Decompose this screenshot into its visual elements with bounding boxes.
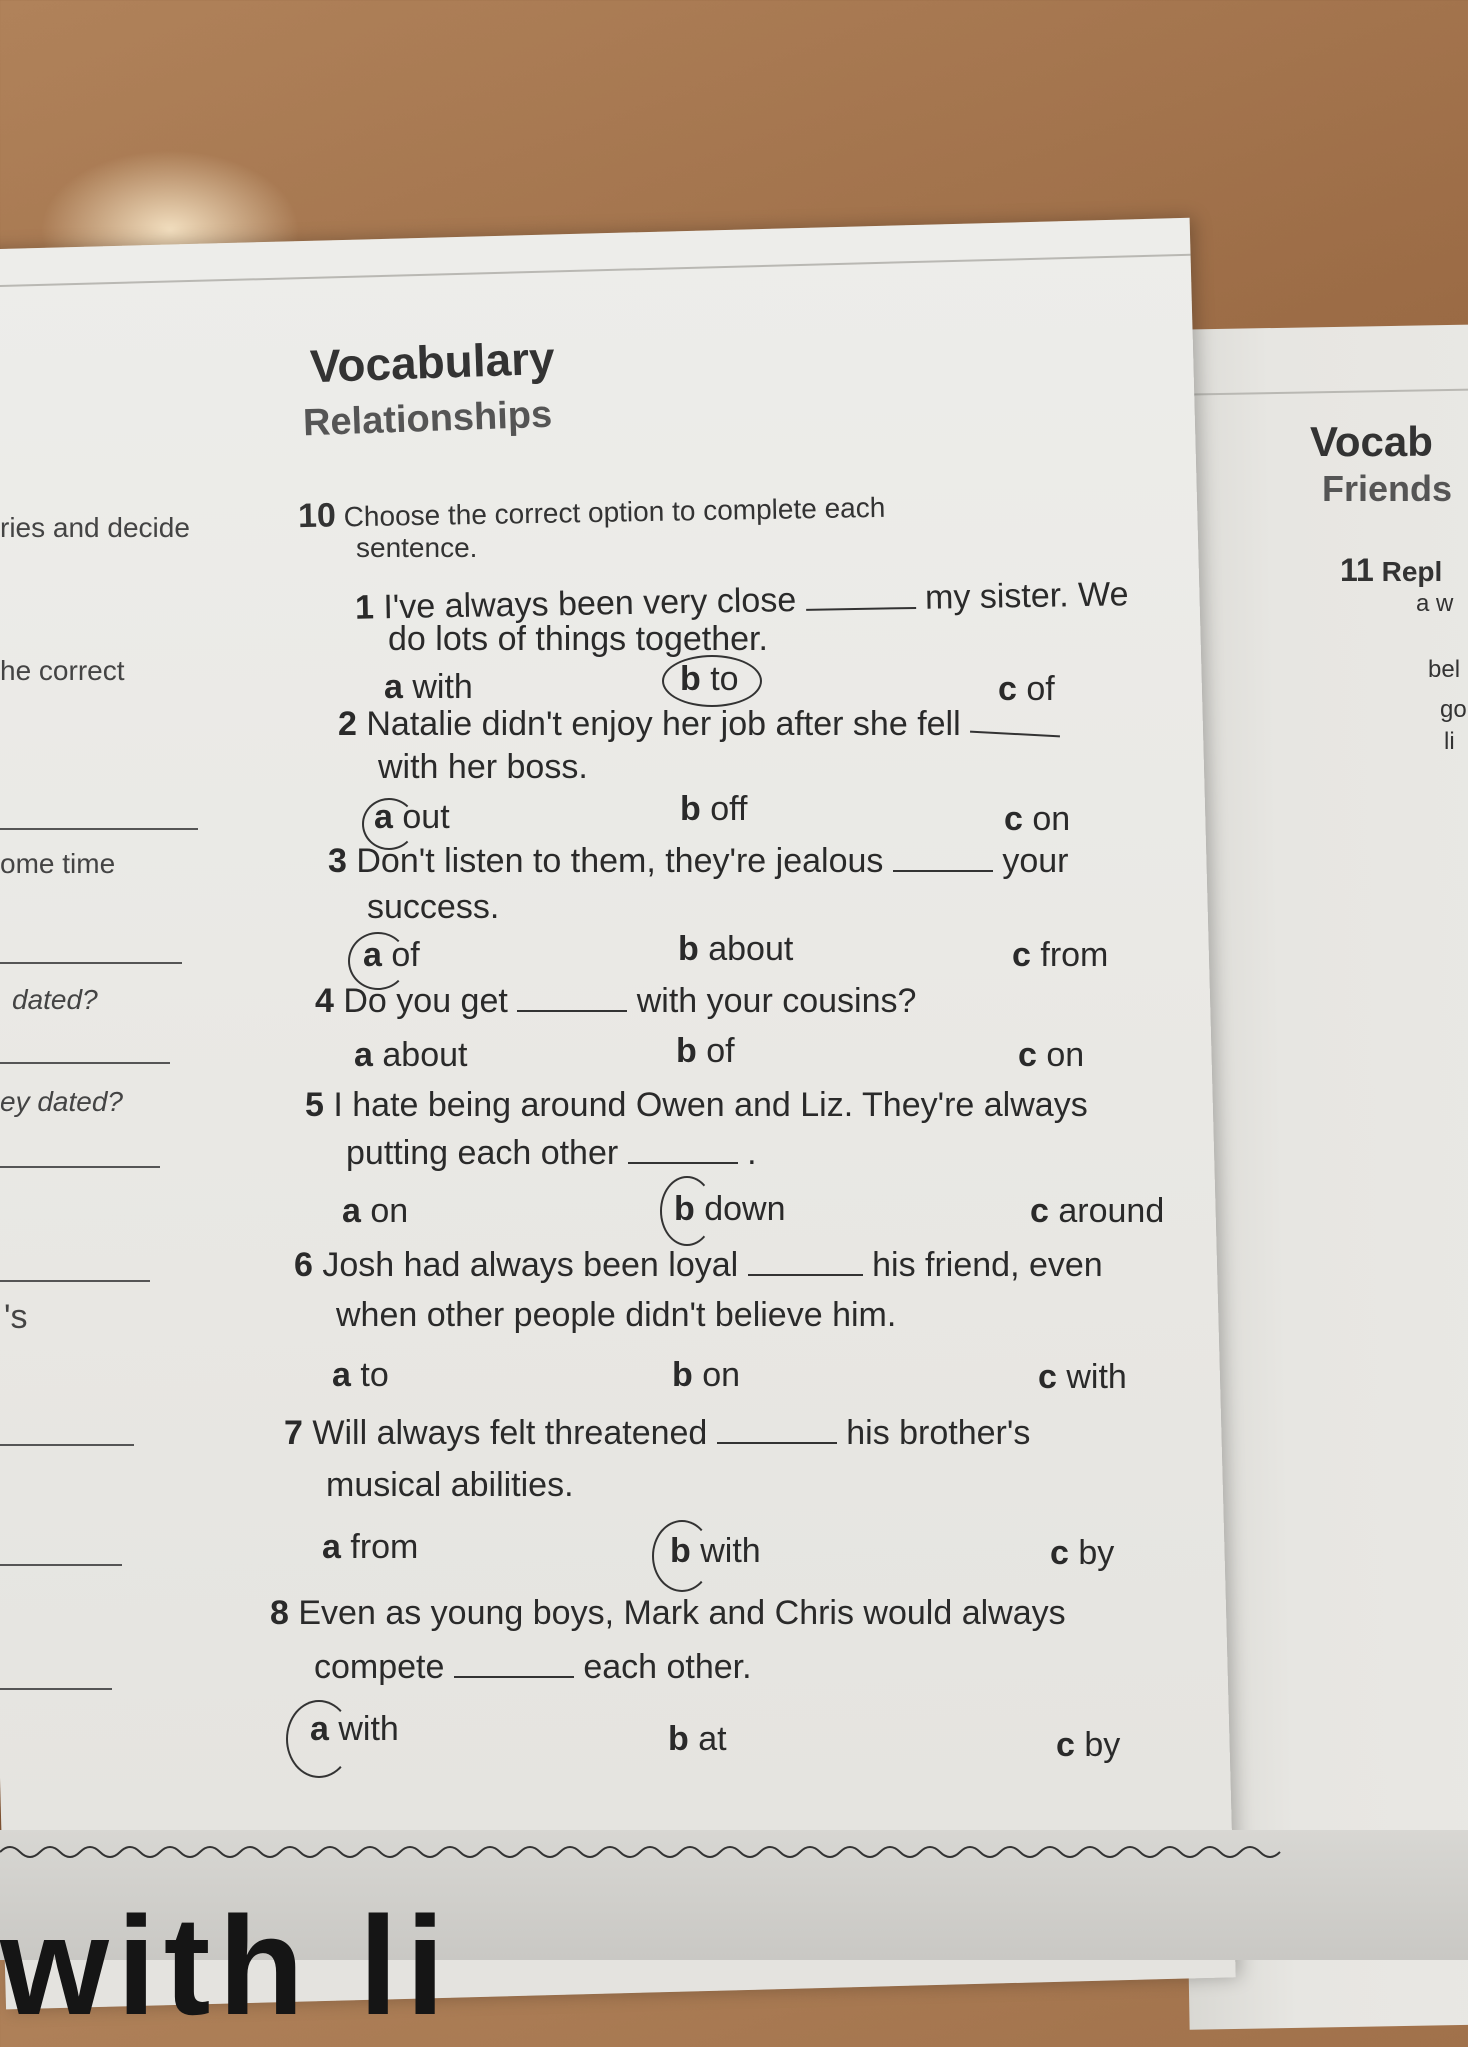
right-page-word: go: [1440, 696, 1467, 723]
answer-circle: [660, 1176, 714, 1246]
question-3-line-2: success.: [367, 888, 500, 926]
question-8-option-a: a with: [310, 1710, 399, 1748]
question-1-option-c: c of: [998, 670, 1055, 708]
question-7-option-a: a from: [322, 1528, 419, 1566]
question-2-option-c: c on: [1004, 800, 1071, 838]
question-5-option-a: a on: [342, 1192, 409, 1230]
question-text: .: [747, 1134, 757, 1172]
question-4-option-a: a about: [354, 1036, 468, 1074]
question-number: 8: [270, 1594, 289, 1632]
section-subtitle: Relationships: [302, 393, 553, 445]
question-1-option-b: b to: [680, 660, 739, 698]
right-page-word: li: [1444, 728, 1455, 755]
margin-answer-line: [0, 1564, 122, 1566]
question-3-option-a: a of: [363, 936, 420, 974]
question-8-option-b: b at: [668, 1720, 727, 1758]
section-title: Vocabulary: [309, 331, 556, 393]
question-text: I hate being around Owen and Liz. They're always: [333, 1086, 1088, 1124]
question-2-option-a: a out: [374, 798, 450, 836]
answer-blank: [893, 870, 993, 872]
answer-blank: [717, 1442, 837, 1444]
instruction-line-1: Choose the correct option to complete each: [343, 491, 886, 533]
question-5-option-b: b down: [674, 1190, 786, 1228]
question-6-option-c: c with: [1038, 1358, 1127, 1396]
question-3-option-c: c from: [1012, 936, 1109, 974]
exercise-instruction: [298, 487, 886, 536]
instruction-line-2: sentence.: [356, 532, 478, 563]
question-5-line-1: [305, 1086, 1088, 1125]
question-text: Will always felt threatened: [312, 1414, 708, 1452]
question-8-option-c: c by: [1056, 1726, 1121, 1764]
margin-text: ome time: [0, 848, 116, 879]
exercise-number: 10: [297, 496, 337, 536]
question-8-line-2: [314, 1648, 752, 1687]
question-1-line-2: do lots of things together.: [388, 620, 768, 658]
right-page-subtitle: Friends: [1322, 468, 1453, 509]
question-number: 6: [294, 1246, 313, 1284]
margin-answer-line: [0, 962, 182, 964]
margin-text: dated?: [12, 984, 98, 1015]
question-number: 1: [354, 588, 375, 627]
question-8-line-1: [270, 1594, 1066, 1633]
question-6-line-2: when other people didn't believe him.: [336, 1296, 897, 1334]
question-2-line-2: with her boss.: [378, 748, 588, 786]
question-text: compete: [314, 1648, 445, 1686]
question-text: I've always been very close: [383, 581, 797, 627]
right-page-word: bel: [1428, 656, 1461, 683]
answer-blank: [806, 607, 916, 611]
question-text: Don't listen to them, they're jealous: [356, 842, 884, 880]
margin-text: ey dated?: [0, 1086, 123, 1117]
margin-text: 's: [4, 1298, 28, 1336]
answer-circle: [662, 655, 762, 707]
question-text: Natalie didn't enjoy her job after she fell: [366, 705, 961, 743]
question-number: 5: [305, 1086, 324, 1124]
question-text: Do you get: [343, 982, 508, 1020]
margin-answer-line: [0, 1444, 134, 1446]
right-page-exercise: 11 Repl: [1340, 552, 1443, 588]
question-number: 2: [338, 705, 357, 743]
question-text: my sister. We: [924, 575, 1129, 617]
question-6-line-1: [294, 1246, 1103, 1285]
answer-blank: [454, 1676, 574, 1678]
margin-text: he correct: [0, 655, 125, 686]
margin-answer-line: [0, 1166, 160, 1168]
question-7-line-2: musical abilities.: [326, 1466, 574, 1504]
question-4-option-b: b of: [676, 1032, 735, 1070]
question-2-option-b: b off: [680, 790, 748, 828]
question-text: with your cousins?: [636, 982, 917, 1020]
question-7-option-b: b with: [670, 1532, 761, 1570]
question-number: 3: [328, 842, 347, 880]
question-text: putting each other: [346, 1134, 619, 1172]
question-7-line-1: [284, 1414, 1030, 1453]
question-6-option-a: a to: [332, 1356, 389, 1394]
answer-blank: [970, 731, 1060, 738]
question-5-option-c: c around: [1030, 1192, 1165, 1230]
question-text: each other.: [583, 1648, 752, 1686]
question-2-line-1: [338, 705, 1060, 744]
right-page-title: Vocab: [1310, 418, 1433, 465]
question-text: his brother's: [846, 1414, 1031, 1452]
question-text: Josh had always been loyal: [322, 1246, 739, 1284]
margin-answer-line: [0, 1062, 170, 1064]
answer-blank: [628, 1162, 738, 1164]
answer-circle: [652, 1520, 712, 1592]
question-3-option-b: b about: [678, 930, 794, 968]
question-text: your: [1002, 842, 1069, 880]
margin-answer-line: [0, 828, 198, 830]
right-page-text: a w: [1416, 590, 1454, 617]
bottom-heading: with li: [0, 1887, 453, 2044]
question-text: his friend, even: [872, 1246, 1103, 1284]
margin-answer-line: [0, 1688, 112, 1690]
question-5-line-2: [346, 1134, 757, 1173]
question-4-option-c: c on: [1018, 1036, 1085, 1074]
question-4-line-1: [315, 982, 916, 1021]
question-7-option-c: c by: [1050, 1534, 1115, 1572]
answer-blank: [748, 1274, 863, 1276]
question-number: 4: [315, 982, 334, 1020]
question-3-line-1: [328, 842, 1068, 881]
question-number: 7: [284, 1414, 303, 1452]
question-6-option-b: b on: [672, 1356, 741, 1394]
wavy-divider: [0, 1842, 1300, 1862]
question-1-option-a: a with: [384, 668, 473, 706]
question-text: Even as young boys, Mark and Chris would always: [298, 1594, 1066, 1632]
answer-blank: [517, 1010, 627, 1012]
margin-answer-line: [0, 1280, 150, 1282]
margin-text: ries and decide: [0, 512, 190, 543]
answer-circle: [286, 1700, 352, 1778]
